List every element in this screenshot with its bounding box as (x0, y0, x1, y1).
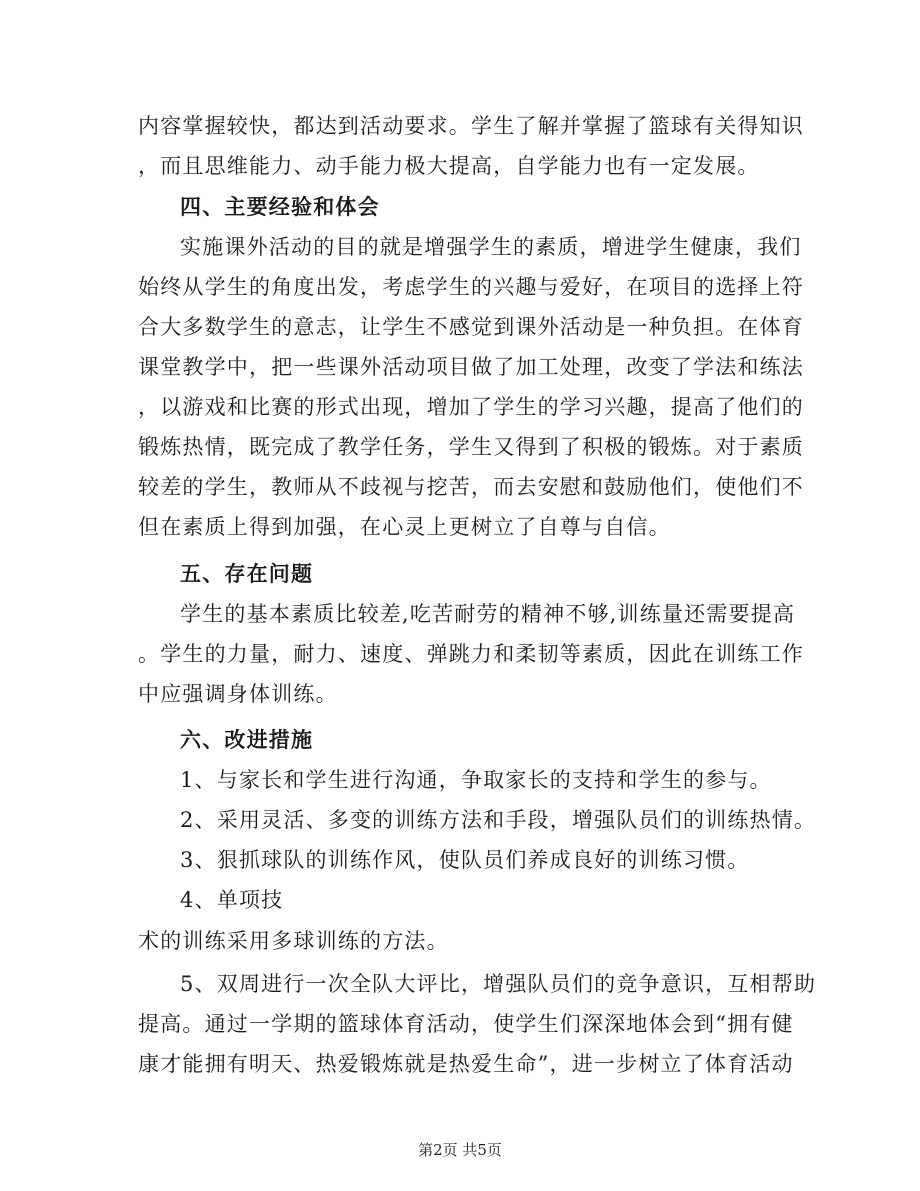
list-item: 4、单项技 (180, 888, 284, 912)
text-line: 合大多数学生的意志，让学生不感觉到课外活动是一种负担。在体育 (138, 315, 804, 339)
section-heading-5: 五、存在问题 (180, 561, 314, 586)
text-line: 。学生的力量，耐力、速度、弹跳力和柔韧等素质，因此在训练工作 (138, 642, 804, 666)
list-item: 2、采用灵活、多变的训练方法和手段，增强队员们的训练热情。 (180, 808, 817, 832)
text-line: 中应强调身体训练。 (138, 682, 338, 706)
section-heading-4: 四、主要经验和体会 (180, 194, 380, 219)
text-line: 始终从学生的角度出发，考虑学生的兴趣与爱好，在项目的选择上符 (138, 275, 804, 299)
list-item: 3、狠抓球队的训练作风，使队员们养成良好的训练习惯。 (180, 848, 750, 872)
text-line: ，而且思维能力、动手能力极大提高，自学能力也有一定发展。 (138, 154, 760, 178)
text-line: ，以游戏和比赛的形式出现，增加了学生的学习兴趣，提高了他们的 (138, 395, 804, 419)
text-line: 但在素质上得到加强，在心灵上更树立了自尊与自信。 (138, 515, 671, 539)
list-item: 5、双周进行一次全队大评比，增强队员们的竞争意识，互相帮助 (180, 972, 817, 996)
text-line: 康才能拥有明天、热爱锻炼就是热爱生命”，进一步树立了体育活动 (138, 1052, 794, 1076)
list-item: 1、与家长和学生进行沟通，争取家长的支持和学生的参与。 (180, 768, 772, 792)
text-line: 内容掌握较快，都达到活动要求。学生了解并掌握了篮球有关得知识 (138, 114, 804, 138)
text-line: 学生的基本素质比较差,吃苦耐劳的精神不够,训练量还需要提高 (180, 602, 796, 626)
section-heading-6: 六、改进措施 (180, 727, 314, 752)
text-line: 课堂教学中，把一些课外活动项目做了加工处理，改变了学法和练法 (138, 355, 804, 379)
text-line: 实施课外活动的目的就是增强学生的素质，增进学生健康，我们 (180, 235, 802, 259)
page-number-footer: 第2页 共5页 (418, 1141, 502, 1159)
text-line: 锻炼热情，既完成了教学任务，学生又得到了积极的锻炼。对于素质 (138, 435, 804, 459)
text-line: 较差的学生，教师从不歧视与挖苦，而去安慰和鼓励他们，使他们不 (138, 475, 804, 499)
text-line: 术的训练采用多球训练的方法。 (138, 929, 449, 953)
text-line: 提高。通过一学期的篮球体育活动，使学生们深深地体会到“拥有健 (138, 1012, 794, 1036)
